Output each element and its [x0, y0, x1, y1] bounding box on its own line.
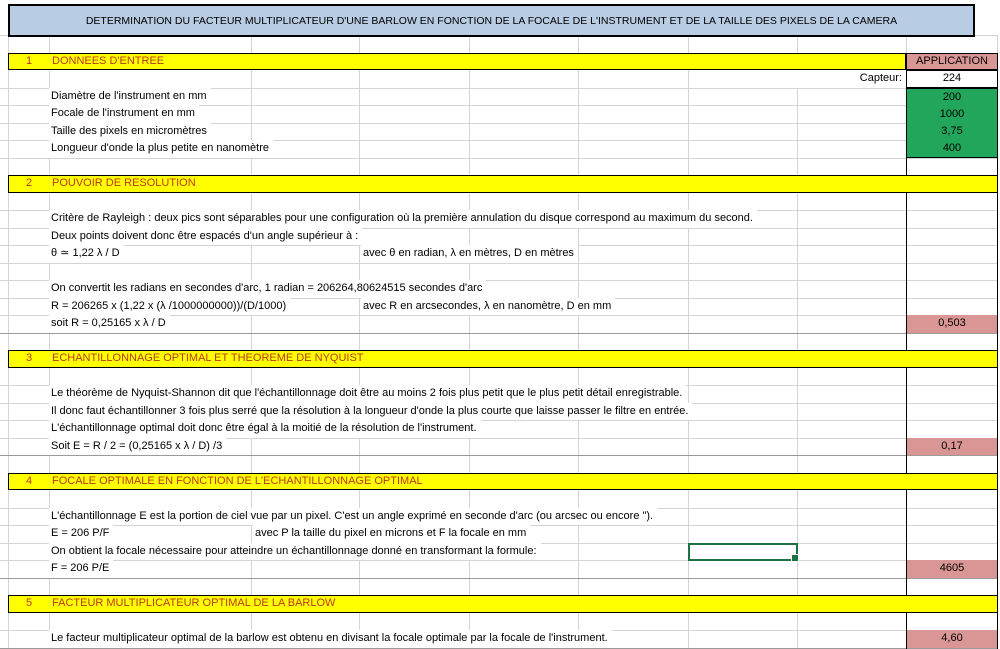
input-values-block [906, 88, 998, 158]
section-5-number: 5 [25, 597, 33, 609]
capteur-value-cell[interactable] [906, 70, 998, 88]
gridline-h-shadow [0, 455, 998, 456]
gridline-v [8, 35, 9, 649]
capteur-label: Capteur: [859, 72, 902, 84]
input-label-taille-pixels[interactable]: Taille des pixels en micromètres [49, 123, 211, 141]
s3-text-optimal[interactable]: L'échantillonnage optimal doit donc être égal à la moitié de la résolution de l'instrument. [49, 420, 481, 438]
section-5-header[interactable] [8, 595, 998, 613]
section-2-title: POUVOIR DE RESOLUTION [52, 177, 196, 189]
section-4-number: 4 [25, 474, 33, 487]
capteur-label-cell[interactable] [797, 70, 904, 88]
s4-text-transformation[interactable]: On obtient la focale nécessaire pour atteindre un échantillonnage donné en transformant la formule: [49, 543, 541, 561]
gridline-h-shadow [0, 333, 998, 334]
result-barlow-cell[interactable]: 4,60 [907, 630, 997, 648]
application-column-s3[interactable] [906, 368, 998, 473]
input-label-focale[interactable]: Focale de l'instrument en mm [49, 105, 199, 123]
s3-formula-soit-e[interactable]: Soit E = R / 2 = (0,25165 x λ / D) /3 [49, 438, 226, 456]
s4-text-definition[interactable]: L'échantillonnage E est la portion de ciel vue par un pixel. C'est un angle exprimé en seconde d'arc (ou arcsec ou encore "). [49, 508, 657, 526]
result-echantillonnage-cell[interactable]: 0,17 [907, 438, 997, 456]
application-label: APPLICATION [916, 54, 988, 67]
application-column-s4[interactable] [906, 490, 998, 595]
result-resolution-cell[interactable]: 0,503 [907, 315, 997, 333]
s2-formula-theta-note[interactable]: avec θ en radian, λ en mètres, D en mètres [361, 245, 578, 263]
sheet-title-text: DETERMINATION DU FACTEUR MULTIPLICATEUR D'UNE BARLOW EN FONCTION DE LA FOCALE DE L'INSTRUMENT ET DE LA TAILLE DES PIXELS DE LA CAMERA [85, 14, 898, 27]
application-column-s2[interactable] [906, 193, 998, 351]
input-label-diametre[interactable]: Diamètre de l'instrument en mm [49, 88, 211, 106]
gridline-v [578, 35, 579, 649]
section-4-header[interactable] [8, 473, 998, 491]
s2-text-rayleigh[interactable]: Critère de Rayleigh : deux pics sont séparables pour une configuration où la première annulation du disque correspond au maximum du second. [49, 210, 757, 228]
gridline-h [0, 158, 998, 159]
section-5-title: FACTEUR MULTIPLICATEUR OPTIMAL DE LA BARLOW [52, 597, 336, 609]
s4-formula-e-note[interactable]: avec P la taille du pixel en microns et F la focale en mm [253, 525, 530, 543]
input-value-longueur-onde[interactable]: 400 [942, 141, 962, 154]
section-3-number: 3 [25, 352, 33, 364]
section-4-title: FOCALE OPTIMALE EN FONCTION DE L'ECHANTILLONNAGE OPTIMAL [52, 474, 423, 487]
input-label-longueur-onde[interactable]: Longueur d'onde la plus petite en nanomètre [49, 140, 273, 158]
section-1-title: DONNEES D'ENTREE [52, 54, 165, 67]
section-1-header[interactable] [8, 53, 906, 71]
fill-handle[interactable] [791, 554, 799, 562]
gridline-h [0, 560, 998, 561]
s2-text-deux-points[interactable]: Deux points doivent donc être espacés d'un angle supérieur à : [49, 228, 362, 246]
input-value-taille-pixels[interactable]: 3,75 [941, 124, 963, 137]
section-1-number: 1 [25, 54, 33, 67]
input-value-focale[interactable]: 1000 [939, 107, 965, 120]
s2-formula-r[interactable]: R = 206265 x (1,22 x (λ /1000000000))/(D/1000) [49, 298, 290, 316]
application-column-s5[interactable] [906, 613, 998, 649]
s2-text-conversion[interactable]: On convertit les radians en secondes d'arc, 1 radian = 206264,80624515 secondes d'arc [49, 280, 486, 298]
gridline-h-shadow [0, 578, 998, 579]
capteur-value: 224 [942, 72, 962, 84]
section-2-number: 2 [25, 177, 33, 189]
section-3-header[interactable] [8, 350, 998, 368]
s2-formula-r-note[interactable]: avec R en arcsecondes, λ en nanomètre, D en mm [361, 298, 615, 316]
s3-text-nyquist[interactable]: Le théorème de Nyquist-Shannon dit que l'échantillonnage doit être au moins 2 fois plus petit que le plus petit détail enregistrable. [49, 385, 686, 403]
section-2-header[interactable] [8, 175, 998, 193]
s4-formula-f[interactable]: F = 206 P/E [49, 560, 113, 578]
s3-text-serre[interactable]: Il donc faut échantillonner 3 fois plus serré que la résolution à la longueur d'onde la plus courte que laisse passer le filtre en entrée. [49, 403, 692, 421]
gridline-h [0, 263, 998, 264]
sheet-title[interactable] [8, 4, 975, 37]
s2-formula-soit-r[interactable]: soit R = 0,25165 x λ / D [49, 315, 170, 333]
selected-cell[interactable] [688, 543, 798, 561]
application-header-cell[interactable] [906, 53, 998, 71]
input-value-diametre[interactable]: 200 [942, 90, 962, 103]
application-column-spacer[interactable] [906, 158, 998, 176]
result-focale-cell[interactable]: 4605 [907, 560, 997, 578]
section-3-title: ECHANTILLONNAGE OPTIMAL ET THEOREME DE NYQUIST [52, 352, 364, 364]
s2-formula-theta[interactable]: θ ≃ 1,22 λ / D [49, 245, 124, 263]
s5-text-facteur[interactable]: Le facteur multiplicateur optimal de la barlow est obtenu en divisant la focale optimale par la focale de l'instrument. [49, 630, 612, 648]
gridline-h-shadow [0, 648, 998, 649]
s4-formula-e[interactable]: E = 206 P/F [49, 525, 113, 543]
